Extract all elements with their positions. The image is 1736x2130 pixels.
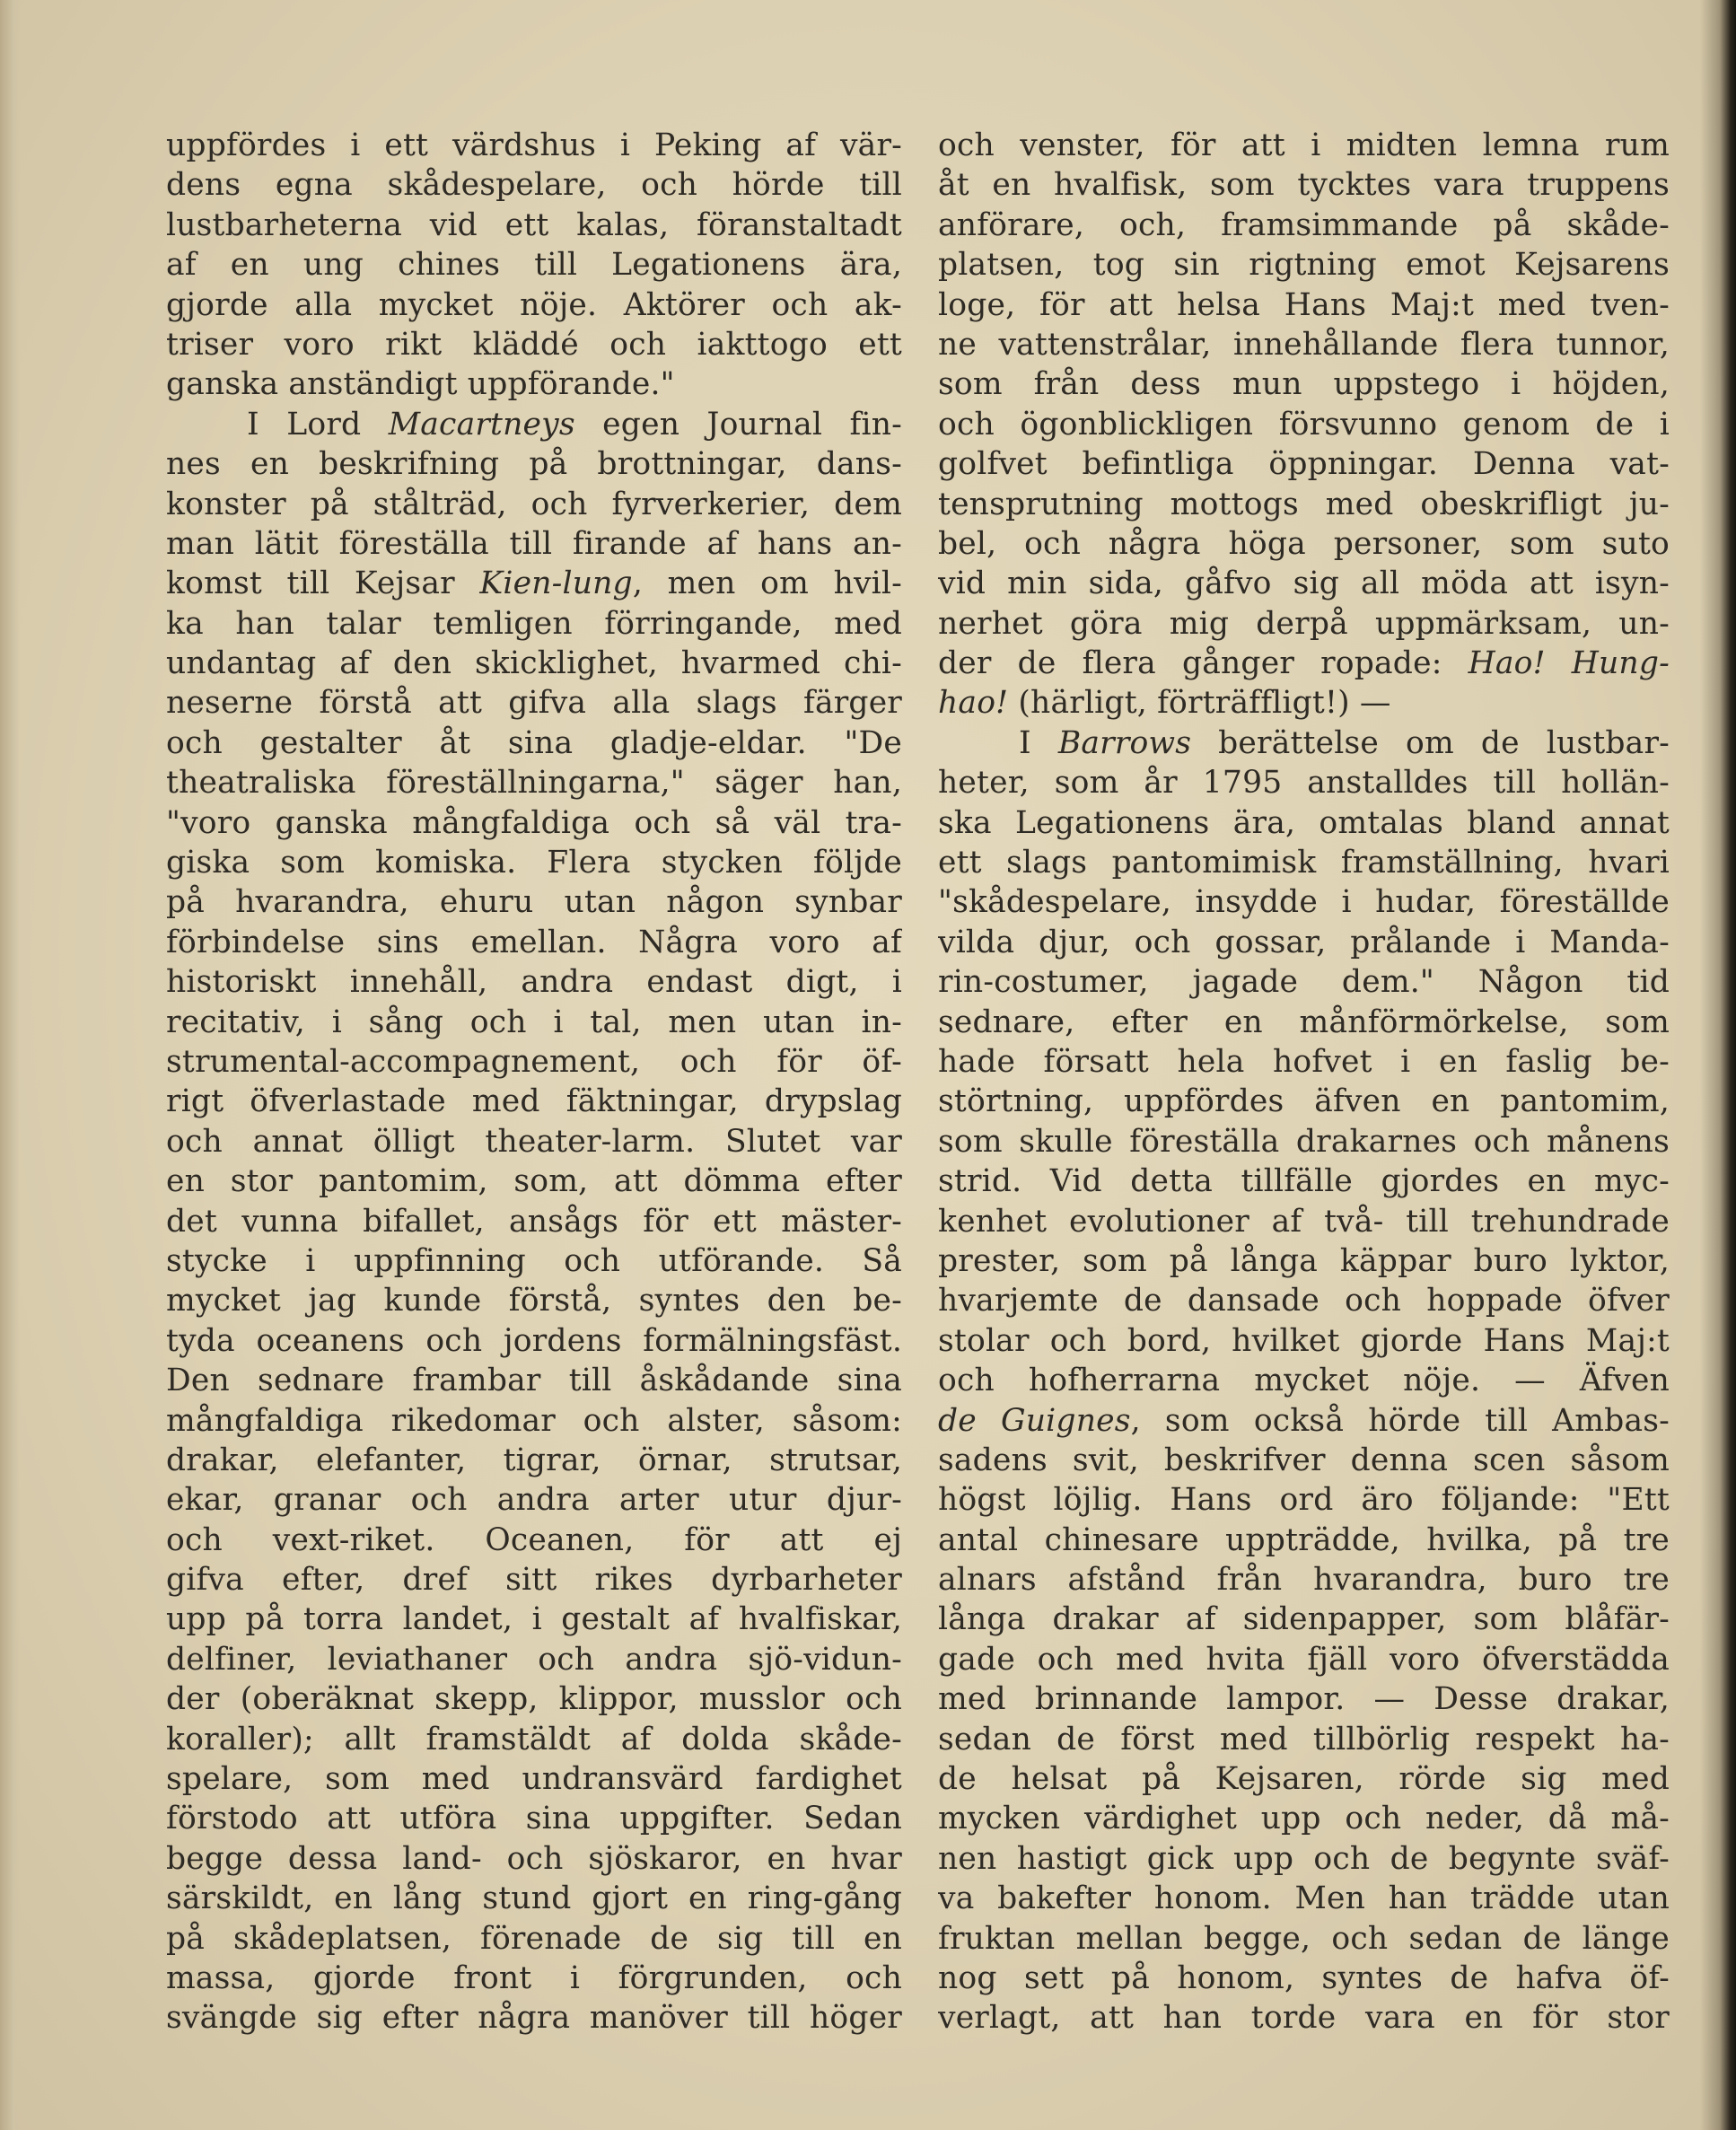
text-line: upp på torra landet, i gestalt af hvalfiskar,: [166, 1601, 902, 1638]
text-line: sednare, efter en månförmörkelse, som: [938, 1004, 1670, 1040]
text-line: drakar, elefanter, tigrar, örnar, strutsar,: [166, 1442, 902, 1478]
text-line: strid. Vid detta tillfälle gjordes en myc-: [938, 1163, 1670, 1200]
line-text-after: , som också hörde till Ambas-: [1130, 1402, 1670, 1439]
text-line: nen hastigt gick upp och de begynte sväf-: [938, 1840, 1670, 1877]
text-line: verlagt, att han torde vara en för stor: [938, 2000, 1670, 2037]
text-line: "voro ganska mångfaldiga och så väl tra-: [166, 804, 902, 841]
text-line: man lätit föreställa till firande af hans an-: [166, 525, 902, 562]
text-line: hade försatt hela hofvet i en faslig be-: [938, 1043, 1670, 1080]
text-line: ska Legationens ära, omtalas bland annat: [938, 804, 1670, 841]
text-line: och ögonblickligen försvunno genom de i: [938, 406, 1670, 443]
text-line: recitativ, i sång och i tal, men utan in-: [166, 1004, 902, 1040]
text-line: [938, 1401, 1670, 1441]
text-line: åt en hvalfisk, som tycktes vara truppens: [938, 167, 1670, 204]
line-text-after: berättelse om de lustbar-: [1191, 724, 1670, 761]
text-line: [166, 405, 902, 444]
text-line: lustbarheterna vid ett kalas, föranstaltadt: [166, 206, 902, 243]
text-line: mycken värdighet upp och neder, då må-: [938, 1801, 1670, 1837]
text-line: ganska anständigt uppförande.": [166, 366, 675, 403]
text-line: ne vattenstrålar, innehållande flera tunnor,: [938, 326, 1670, 363]
text-line: nerhet göra mig derpå uppmärksam, un-: [938, 605, 1670, 642]
text-line: begge dessa land- och sjöskaror, en hvar: [166, 1840, 902, 1877]
line-text-after: (härligt, förträffligt!) —: [1008, 685, 1391, 722]
text-line: och vext-riket. Oceanen, för att ej: [166, 1521, 902, 1558]
text-line: en stor pantomim, som, att dömma efter: [166, 1163, 902, 1200]
text-line: anförare, och, framsimmande på skåde-: [938, 206, 1670, 243]
text-line: rigt öfverlastade med fäktningar, drypslag: [166, 1083, 902, 1120]
line-text-after: , men om hvil-: [632, 565, 902, 602]
text-line: koraller); allt framstäldt af dolda skåde-: [166, 1721, 902, 1757]
text-line: särskildt, en lång stund gjort en ring-gång: [166, 1880, 902, 1917]
text-line: golfvet befintliga öppningar. Denna vat-: [938, 446, 1670, 483]
text-line: prester, som på långa käppar buro lyktor,: [938, 1242, 1670, 1279]
right-text-column: [938, 126, 1670, 2038]
text-line: [938, 723, 1670, 763]
text-line: Den sednare frambar till åskådande sina: [166, 1363, 902, 1399]
text-line: gade och med hvita fjäll voro öfverstädda: [938, 1641, 1670, 1678]
text-line: stolar och bord, hvilket gjorde Hans Maj:t: [938, 1322, 1670, 1359]
text-line: gifva efter, dref sitt rikes dyrbarheter: [166, 1562, 902, 1599]
page-left-edge: [0, 0, 20, 2130]
text-line: heter, som år 1795 anstalldes till hollän-: [938, 765, 1670, 802]
text-line: "skådespelare, insydde i hudar, föreställde: [938, 884, 1670, 921]
italic-name: Macartneys: [388, 406, 575, 443]
text-line: som från dess mun uppstego i höjden,: [938, 366, 1670, 403]
italic-name: hao!: [938, 685, 1009, 722]
text-line: med brinnande lampor. — Desse drakar,: [938, 1681, 1670, 1718]
italic-name: Kien-lung: [479, 565, 633, 602]
italic-name: de Guignes: [938, 1402, 1131, 1439]
text-line: de helsat på Kejsaren, rörde sig med: [938, 1761, 1670, 1798]
text-line: rin-costumer, jagade dem." Någon tid: [938, 964, 1670, 1001]
text-line: ett slags pantomimisk framställning, hvari: [938, 845, 1670, 881]
text-line: spelare, som med undransvärd fardighet: [166, 1761, 902, 1798]
text-line: [938, 683, 1670, 723]
text-line: sadens svit, beskrifver denna scen såsom: [938, 1442, 1670, 1478]
text-line: ka han talar temligen förringande, med: [166, 605, 902, 642]
text-line: historiskt innehåll, andra endast digt, i: [166, 964, 902, 1001]
text-line: svängde sig efter några manöver till höger: [166, 2000, 902, 2037]
text-line: bel, och några höga personer, som suto: [938, 525, 1670, 562]
text-line: gjorde alla mycket nöje. Aktörer och ak-: [166, 286, 902, 323]
italic-name: Barrows: [1057, 724, 1192, 761]
text-line: vilda djur, och gossar, prålande i Manda-: [938, 924, 1670, 960]
italic-name: Hao! Hung-: [1468, 645, 1670, 682]
text-line: antal chinesare uppträdde, hvilka, på tre: [938, 1521, 1670, 1558]
text-line: platsen, tog sin rigtning emot Kejsarens: [938, 247, 1670, 284]
text-line: nes en beskrifning på brottningar, dans-: [166, 446, 902, 483]
line-text-before: I Lord: [247, 406, 389, 443]
line-text-before: der de flera gånger ropade:: [938, 645, 1469, 682]
text-line: mycket jag kunde förstå, syntes den be-: [166, 1283, 902, 1319]
text-line: va bakefter honom. Men han trädde utan: [938, 1880, 1670, 1917]
line-text-before: komst till Kejsar: [166, 565, 480, 602]
text-line: dens egna skådespelare, och hörde till: [166, 167, 902, 204]
text-line: mångfaldiga rikedomar och alster, såsom:: [166, 1402, 902, 1439]
text-line: och venster, för att i midten lemna rum: [938, 127, 1670, 163]
text-line: ekar, granar och andra arter utur djur-: [166, 1482, 902, 1519]
text-line: på skådeplatsen, förenade de sig till en: [166, 1920, 902, 1957]
left-text-column: [166, 126, 902, 2038]
text-line: giska som komiska. Flera stycken följde: [166, 845, 902, 881]
text-line: hvarjemte de dansade och hoppade öfver: [938, 1283, 1670, 1319]
text-line: störtning, uppfördes äfven en pantomim,: [938, 1083, 1670, 1120]
text-line: konster på stålträd, och fyrverkerier, dem: [166, 486, 902, 522]
book-binding-shadow: [1700, 0, 1736, 2130]
text-line: tyda oceanens och jordens formälningsfäst.: [166, 1322, 902, 1359]
text-line: loge, för att helsa Hans Maj:t med tven-: [938, 286, 1670, 323]
text-line: af en ung chines till Legationens ära,: [166, 247, 902, 284]
text-line: [938, 644, 1670, 683]
text-line: långa drakar af sidenpapper, som blåfär-: [938, 1601, 1670, 1638]
text-line: delfiner, leviathaner och andra sjö-vidun-: [166, 1641, 902, 1678]
text-line: sedan de först med tillbörlig respekt ha-: [938, 1721, 1670, 1757]
text-line: och hofherrarna mycket nöje. — Äfven: [938, 1363, 1670, 1399]
text-line: der (oberäknat skepp, klippor, musslor och: [166, 1681, 902, 1718]
text-line: nog sett på honom, syntes de hafva öf-: [938, 1959, 1670, 1996]
text-line: tensprutning mottogs med obeskrifligt ju-: [938, 486, 1670, 522]
text-line: strumental-accompagnement, och för öf-: [166, 1043, 902, 1080]
text-line: kenhet evolutioner af två- till trehundrade: [938, 1203, 1670, 1240]
text-line: som skulle föreställa drakarnes och månens: [938, 1123, 1670, 1160]
text-line: och gestalter åt sina gladje-eldar. "De: [166, 724, 902, 761]
text-line: förbindelse sins emellan. Några voro af: [166, 924, 902, 960]
text-line: uppfördes i ett värdshus i Peking af vär-: [166, 127, 902, 163]
text-line: neserne förstå att gifva alla slags färger: [166, 685, 902, 722]
text-line: vid min sida, gåfvo sig all möda att isyn-: [938, 565, 1670, 602]
text-line: stycke i uppfinning och utförande. Så: [166, 1242, 902, 1279]
text-line: [166, 564, 902, 603]
text-line: undantag af den skicklighet, hvarmed chi-: [166, 645, 902, 682]
text-line: fruktan mellan begge, och sedan de länge: [938, 1920, 1670, 1957]
text-line: på hvarandra, ehuru utan någon synbar: [166, 884, 902, 921]
line-text-after: egen Journal fin-: [574, 406, 902, 443]
text-line: triser voro rikt kläddé och iakttogo ett: [166, 326, 902, 363]
text-line: massa, gjorde front i förgrunden, och: [166, 1959, 902, 1996]
text-line: och annat ölligt theater-larm. Slutet var: [166, 1123, 902, 1160]
line-text-before: I: [1019, 724, 1058, 761]
text-line: högst löjlig. Hans ord äro följande: "Ett: [938, 1482, 1670, 1519]
text-line: förstodo att utföra sina uppgifter. Sedan: [166, 1801, 902, 1837]
text-line: alnars afstånd från hvarandra, buro tre: [938, 1562, 1670, 1599]
text-line: theatraliska föreställningarna," säger han,: [166, 765, 902, 802]
text-line: det vunna bifallet, ansågs för ett mäster-: [166, 1203, 902, 1240]
